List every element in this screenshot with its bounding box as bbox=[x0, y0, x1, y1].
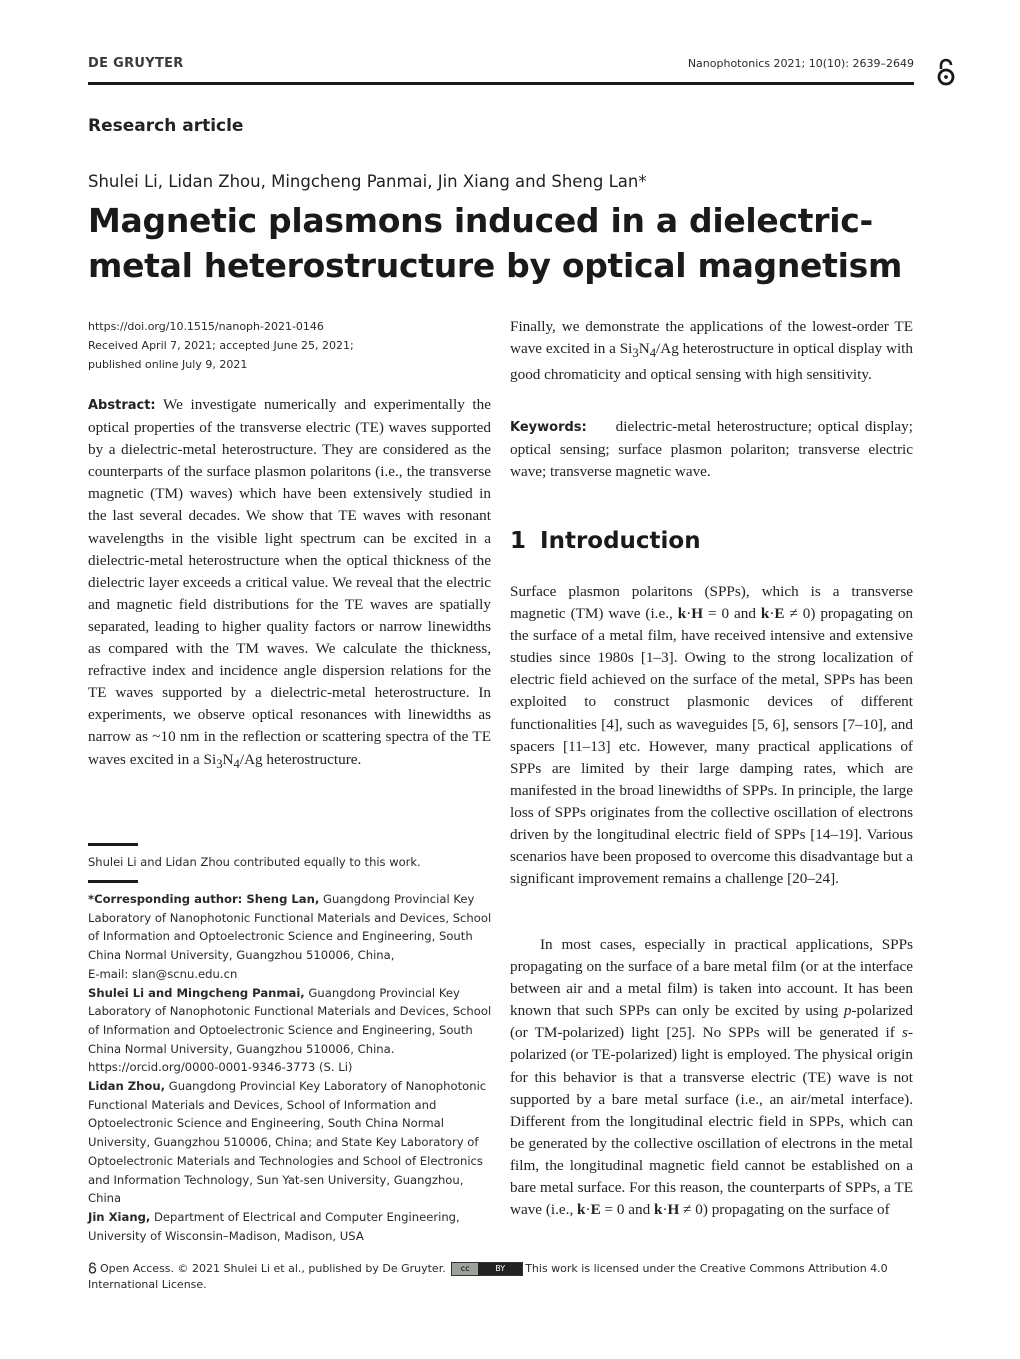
abstract-text: We investigate numerically and experimentally the optical properties of the transverse electric (TE) waves supported by a dielectric-metal heterostructure. They are considered as the counterparts of the surface plasmon polaritons (i.e., the transverse magnetic (TM) waves) which have been extensively studied in the last several decades. We show that TE waves with resonant wavelengths in the visible light spectrum can be excited in a dielectric-metal heterostructure when the optical thickness of the dielectric layer exceeds a critical value. We reveal that the electric and magnetic field distributions for the TE waves are spatially separated, leading to higher quality factors or narrow linewidths as compared with the TM waves. We calculate the thickness, refractive index and incidence angle dispersion relations for the TE waves supported by a dielectric-metal heterostructure. In experiments, we observe optical resonances with linewidths as narrow as ~10 nm in the reflection or scattering spectra of the TE waves excited in a Si bbox=[88, 396, 491, 768]
subscript-3: 3 bbox=[216, 756, 223, 771]
corresponding-author bbox=[88, 890, 493, 965]
text-run: In most cases, especially in practical applications, SPPs propagating on the surface of a bare metal film (or at the interface between air and a metal film) is taken into account. It has been known that such SPPs can only be excited by using bbox=[510, 936, 913, 1020]
open-access-statement: Open Access. © 2021 Shulei Li et al., published by De Gruyter. bbox=[100, 1262, 446, 1275]
journal-reference: Nanophotonics 2021; 10(10): 2639–2649 bbox=[687, 57, 914, 70]
section-heading-introduction bbox=[510, 528, 701, 554]
abstract-text-end: /Ag heterostructure. bbox=[239, 750, 362, 768]
section-title: Introduction bbox=[540, 528, 701, 554]
open-access-lock-icon bbox=[88, 1262, 97, 1274]
vector-e: E bbox=[590, 1201, 601, 1219]
intro-paragraph-2 bbox=[510, 934, 913, 1221]
footnote-divider bbox=[88, 843, 138, 846]
affiliation-label: Shulei Li and Mingcheng Panmai, bbox=[88, 985, 305, 1000]
nitrogen-symbol: N bbox=[638, 340, 650, 358]
vector-k: k bbox=[760, 605, 770, 623]
keywords-text: dielectric-metal heterostructure; optical display; optical sensing; surface plasmon polariton; transverse electric wave; transverse magnetic wave. bbox=[510, 418, 913, 481]
text-run: ≠ 0) propagating on the surface of bbox=[679, 1201, 890, 1219]
keywords bbox=[510, 416, 913, 483]
license-text: This work is licensed under the Creative Commons Attribution 4.0 International License. bbox=[88, 1262, 888, 1291]
abstract-continuation-text: Finally, we demonstrate the applications of the lowest-order TE wave excited in a Si bbox=[510, 318, 913, 358]
abstract-continuation bbox=[510, 316, 913, 386]
text-run: = 0 and bbox=[703, 605, 761, 623]
vector-k: k bbox=[677, 605, 687, 623]
subscript-3: 3 bbox=[632, 346, 639, 361]
footnote-divider bbox=[88, 880, 138, 883]
affiliation-text: Department of Electrical and Computer Engineering, University of Wisconsin–Madison, Madison, USA bbox=[88, 1209, 460, 1243]
italic-s: s bbox=[902, 1024, 908, 1042]
affiliation-zhou bbox=[88, 1077, 493, 1208]
affiliations bbox=[88, 890, 493, 1245]
corresponding-label: *Corresponding author: Sheng Lan, bbox=[88, 892, 320, 906]
cc-by-badge[interactable] bbox=[451, 1262, 523, 1276]
section-number: 1 bbox=[510, 528, 527, 554]
published-date: published online July 9, 2021 bbox=[88, 358, 248, 371]
subscript-4: 4 bbox=[649, 346, 657, 361]
article-type: Research article bbox=[88, 116, 244, 136]
affiliation-label: Jin Xiang, bbox=[88, 1209, 151, 1224]
affiliation-li-panmai bbox=[88, 984, 493, 1078]
italic-p: p bbox=[843, 1002, 852, 1020]
abstract-label: Abstract: bbox=[88, 398, 156, 413]
intro-paragraph-1 bbox=[510, 581, 913, 890]
corresponding-affiliation: Guangdong Provincial Key Laboratory of Nanophotonic Functional Materials and Devices, School of Information and Optoelectronic Science and Engineering, South China Normal University, Guangzhou 510006, China, bbox=[88, 892, 492, 963]
dot-operator: · bbox=[585, 1201, 591, 1219]
by-label: BY bbox=[478, 1263, 522, 1275]
affiliation-text: Guangdong Provincial Key Laboratory of Nanophotonic Functional Materials and Devices, School of Information and Optoelectronic Science and Engineering, South China Normal University, Guangzhou 510006, China; and State Key Laboratory of Optoelectronic Materials and Technologies and School of Electronics and Information Technology, Sun Yat-sen University, Guangzhou, China bbox=[88, 1079, 487, 1206]
license-footer bbox=[88, 1261, 918, 1293]
vector-h: H bbox=[691, 605, 704, 623]
vector-k: k bbox=[577, 1201, 586, 1219]
text-run: -polarized (or TE-polarized) light is employed. The physical origin for this behavior is that a transverse electric (TE) wave is not supported by a bare metal surface (i.e., an air/metal interface). Different from the longitudinal electric field in SPPs, which can be generated by the collective oscillation of electrons in the metal film, the longitudinal magnetic field cannot be established on a bare metal surface. For this reason, the counterparts of SPPs, a TE wave (i.e., bbox=[510, 1024, 913, 1219]
received-date: Received April 7, 2021; accepted June 25, 2021; bbox=[88, 339, 354, 352]
dot-operator: · bbox=[662, 1201, 668, 1219]
equal-contribution-note: Shulei Li and Lidan Zhou contributed equally to this work. bbox=[88, 855, 421, 869]
text-run: -polarized (or TM-polarized) light [25]. No SPPs will be generated if bbox=[510, 1002, 913, 1042]
cc-icon: cc bbox=[452, 1263, 478, 1275]
vector-h: H bbox=[667, 1201, 680, 1219]
subscript-4: 4 bbox=[233, 756, 240, 771]
publisher-name: DE GRUYTER bbox=[88, 56, 184, 71]
nitrogen-symbol: N bbox=[222, 750, 234, 768]
email[interactable]: E-mail: slan@scnu.edu.cn bbox=[88, 966, 238, 981]
vector-e: E bbox=[774, 605, 785, 623]
abstract-continuation-end: /Ag heterostructure in optical display with good chromaticity and optical sensing with high sensitivity. bbox=[510, 340, 913, 384]
article-title: Magnetic plasmons induced in a dielectric-metal heterostructure by optical magnetism bbox=[88, 201, 903, 285]
dot-operator: · bbox=[769, 605, 775, 623]
open-access-icon bbox=[936, 57, 956, 87]
vector-k: k bbox=[653, 1201, 663, 1219]
affiliation-text: Guangdong Provincial Key Laboratory of Nanophotonic Functional Materials and Devices, School of Information and Optoelectronic Science and Engineering, South China Normal University, Guangzhou 510006, China. https://orcid.org/0000-0001-9346-3773 (S. Li) bbox=[88, 985, 492, 1075]
abstract bbox=[88, 394, 491, 775]
text-run: Surface plasmon polaritons (SPPs), which is a transverse magnetic (TM) wave (i.e., bbox=[510, 583, 913, 623]
text-run: = 0 and bbox=[600, 1201, 654, 1219]
header-divider bbox=[88, 82, 914, 85]
keywords-label: Keywords: bbox=[510, 420, 587, 435]
author-list: Shulei Li, Lidan Zhou, Mingcheng Panmai, Jin Xiang and Sheng Lan* bbox=[88, 172, 647, 191]
affiliation-label: Lidan Zhou, bbox=[88, 1079, 166, 1094]
affiliation-xiang bbox=[88, 1208, 493, 1245]
dot-operator: · bbox=[686, 605, 692, 623]
text-run: ≠ 0) propagating on the surface of a metal film, have received intensive and extensive studies since 1980s [1–3]. Owing to the strong localization of electric field achieved on the surface of the metal, SPPs has been exploited to construct plasmonic devices of different functionalities [4], such as waveguides [5, 6], sensors [7–10], and spacers [11–13] etc. However, many practical applications of SPPs are limited by their large damping rates, which are manifested in the broad linewidths of SPPs. In principle, the large loss of SPPs originates from the collective oscillation of electrons driven by the longitudinal electric field of SPPs [14–19]. Various scenarios have been proposed to overcome this disadvantage but a significant improvement remains a challenge [20–24]. bbox=[510, 605, 914, 888]
doi-link[interactable]: https://doi.org/10.1515/nanoph-2021-0146 bbox=[88, 320, 324, 333]
